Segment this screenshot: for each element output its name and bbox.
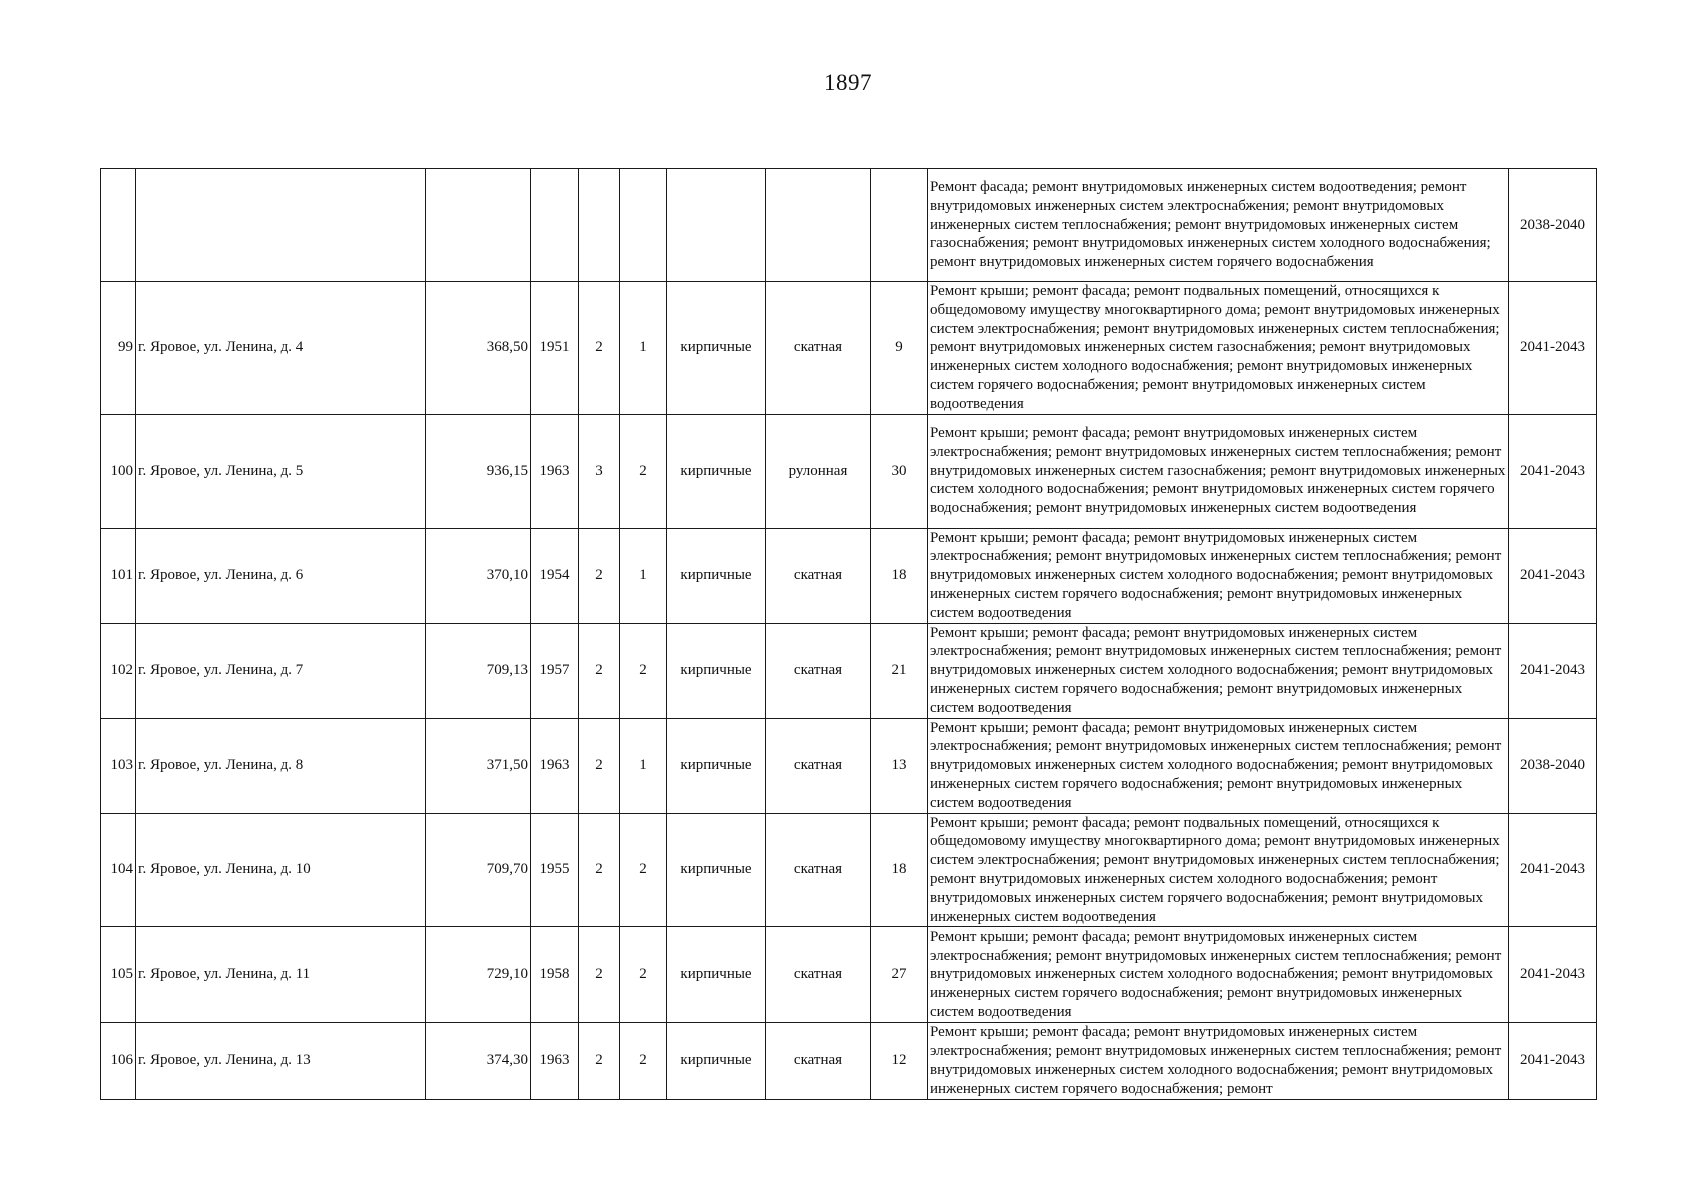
works-cell: Ремонт крыши; ремонт фасада; ремонт внутридомовых инженерных систем электроснабжения; ремонт внутридомовых инженерных систем теплоснабжения; ремонт внутридомовых инженерных систем газоснабжения; ремонт внутридомовых инженерных систем холодного водоснабжения; ремонт внутридомовых инженерных систем горячего водоснабжения; ремонт внутридомовых инженерных систем водоотведения: [928, 414, 1509, 528]
table-row: [101, 1023, 1597, 1099]
residents-cell: 21: [871, 623, 928, 718]
entrances-cell: 2: [620, 623, 667, 718]
address-cell: г. Яровое, ул. Ленина, д. 7: [136, 623, 426, 718]
area-cell: [426, 169, 531, 282]
roof-cell: скатная: [766, 813, 871, 927]
walls-cell: кирпичные: [667, 282, 766, 415]
row-number: [101, 169, 136, 282]
table-row: [101, 927, 1597, 1023]
area-cell: 371,50: [426, 718, 531, 813]
table-row: [101, 414, 1597, 528]
area-cell: 709,70: [426, 813, 531, 927]
address-cell: г. Яровое, ул. Ленина, д. 13: [136, 1023, 426, 1099]
entrances-cell: [620, 169, 667, 282]
period-cell: 2041-2043: [1509, 623, 1597, 718]
table-row: [101, 169, 1597, 282]
works-cell: Ремонт крыши; ремонт фасада; ремонт внутридомовых инженерных систем электроснабжения; ремонт внутридомовых инженерных систем теплоснабжения; ремонт внутридомовых инженерных систем холодного водоснабжения; ремонт внутридомовых инженерных систем горячего водоснабжения; ремонт внутридомовых инженерных систем водоотведения: [928, 718, 1509, 813]
area-cell: 709,13: [426, 623, 531, 718]
residents-cell: 30: [871, 414, 928, 528]
year-cell: [531, 169, 579, 282]
row-number: 100: [101, 414, 136, 528]
area-cell: 729,10: [426, 927, 531, 1023]
works-cell: Ремонт крыши; ремонт фасада; ремонт внутридомовых инженерных систем электроснабжения; ремонт внутридомовых инженерных систем теплоснабжения; ремонт внутридомовых инженерных систем холодного водоснабжения; ремонт внутридомовых инженерных систем горячего водоснабжения; ремонт внутридомовых инженерных систем водоотведения: [928, 528, 1509, 623]
year-cell: 1963: [531, 718, 579, 813]
walls-cell: кирпичные: [667, 813, 766, 927]
row-number: 106: [101, 1023, 136, 1099]
residents-cell: 9: [871, 282, 928, 415]
table-row: [101, 528, 1597, 623]
year-cell: 1955: [531, 813, 579, 927]
floors-cell: 3: [579, 414, 620, 528]
walls-cell: [667, 169, 766, 282]
residents-cell: 12: [871, 1023, 928, 1099]
works-cell: Ремонт фасада; ремонт внутридомовых инженерных систем водоотведения; ремонт внутридомовых инженерных систем электроснабжения; ремонт внутридомовых инженерных систем теплоснабжения; ремонт внутридомовых инженерных систем газоснабжения; ремонт внутридомовых инженерных систем холодного водоснабжения; ремонт внутридомовых инженерных систем горячего водоснабжения: [928, 169, 1509, 282]
period-cell: 2041-2043: [1509, 927, 1597, 1023]
works-cell: Ремонт крыши; ремонт фасада; ремонт подвальных помещений, относящихся к общедомовому имуществу многоквартирного дома; ремонт внутридомовых инженерных систем электроснабжения; ремонт внутридомовых инженерных систем теплоснабжения; ремонт внутридомовых инженерных систем газоснабжения; ремонт внутридомовых инженерных систем холодного водоснабжения; ремонт внутридомовых инженерных систем горячего водоснабжения; ремонт внутридомовых инженерных систем водоотведения: [928, 282, 1509, 415]
roof-cell: скатная: [766, 623, 871, 718]
table-row: [101, 718, 1597, 813]
residents-cell: [871, 169, 928, 282]
period-cell: 2038-2040: [1509, 169, 1597, 282]
walls-cell: кирпичные: [667, 718, 766, 813]
roof-cell: рулонная: [766, 414, 871, 528]
year-cell: 1963: [531, 414, 579, 528]
floors-cell: 2: [579, 1023, 620, 1099]
roof-cell: скатная: [766, 528, 871, 623]
walls-cell: кирпичные: [667, 1023, 766, 1099]
row-number: 105: [101, 927, 136, 1023]
area-cell: 936,15: [426, 414, 531, 528]
row-number: 104: [101, 813, 136, 927]
period-cell: 2041-2043: [1509, 813, 1597, 927]
roof-cell: скатная: [766, 282, 871, 415]
row-number: 101: [101, 528, 136, 623]
year-cell: 1957: [531, 623, 579, 718]
entrances-cell: 2: [620, 927, 667, 1023]
roof-cell: скатная: [766, 718, 871, 813]
walls-cell: кирпичные: [667, 623, 766, 718]
area-cell: 370,10: [426, 528, 531, 623]
table-row: [101, 282, 1597, 415]
period-cell: 2041-2043: [1509, 414, 1597, 528]
roof-cell: скатная: [766, 927, 871, 1023]
entrances-cell: 1: [620, 718, 667, 813]
residents-cell: 18: [871, 813, 928, 927]
entrances-cell: 1: [620, 282, 667, 415]
housing-repair-table: [100, 168, 1597, 1100]
area-cell: 374,30: [426, 1023, 531, 1099]
year-cell: 1958: [531, 927, 579, 1023]
floors-cell: 2: [579, 718, 620, 813]
period-cell: 2038-2040: [1509, 718, 1597, 813]
floors-cell: 2: [579, 813, 620, 927]
address-cell: [136, 169, 426, 282]
walls-cell: кирпичные: [667, 927, 766, 1023]
entrances-cell: 2: [620, 414, 667, 528]
walls-cell: кирпичные: [667, 414, 766, 528]
works-cell: Ремонт крыши; ремонт фасада; ремонт внутридомовых инженерных систем электроснабжения; ремонт внутридомовых инженерных систем теплоснабжения; ремонт внутридомовых инженерных систем холодного водоснабжения; ремонт внутридомовых инженерных систем горячего водоснабжения; ремонт внутридомовых инженерных систем водоотведения: [928, 927, 1509, 1023]
entrances-cell: 2: [620, 1023, 667, 1099]
address-cell: г. Яровое, ул. Ленина, д. 6: [136, 528, 426, 623]
address-cell: г. Яровое, ул. Ленина, д. 4: [136, 282, 426, 415]
row-number: 99: [101, 282, 136, 415]
period-cell: 2041-2043: [1509, 282, 1597, 415]
address-cell: г. Яровое, ул. Ленина, д. 11: [136, 927, 426, 1023]
floors-cell: 2: [579, 623, 620, 718]
roof-cell: [766, 169, 871, 282]
roof-cell: скатная: [766, 1023, 871, 1099]
floors-cell: 2: [579, 282, 620, 415]
address-cell: г. Яровое, ул. Ленина, д. 10: [136, 813, 426, 927]
residents-cell: 13: [871, 718, 928, 813]
row-number: 103: [101, 718, 136, 813]
address-cell: г. Яровое, ул. Ленина, д. 5: [136, 414, 426, 528]
year-cell: 1951: [531, 282, 579, 415]
floors-cell: 2: [579, 927, 620, 1023]
residents-cell: 18: [871, 528, 928, 623]
works-cell: Ремонт крыши; ремонт фасада; ремонт подвальных помещений, относящихся к общедомовому имуществу многоквартирного дома; ремонт внутридомовых инженерных систем электроснабжения; ремонт внутридомовых инженерных систем теплоснабжения; ремонт внутридомовых инженерных систем холодного водоснабжения; ремонт внутридомовых инженерных систем горячего водоснабжения; ремонт внутридомовых инженерных систем водоотведения: [928, 813, 1509, 927]
year-cell: 1954: [531, 528, 579, 623]
floors-cell: [579, 169, 620, 282]
residents-cell: 27: [871, 927, 928, 1023]
period-cell: 2041-2043: [1509, 528, 1597, 623]
floors-cell: 2: [579, 528, 620, 623]
works-cell: Ремонт крыши; ремонт фасада; ремонт внутридомовых инженерных систем электроснабжения; ремонт внутридомовых инженерных систем теплоснабжения; ремонт внутридомовых инженерных систем холодного водоснабжения; ремонт внутридомовых инженерных систем горячего водоснабжения; ремонт внутридомовых инженерных систем водоотведения: [928, 623, 1509, 718]
row-number: 102: [101, 623, 136, 718]
works-cell: Ремонт крыши; ремонт фасада; ремонт внутридомовых инженерных систем электроснабжения; ремонт внутридомовых инженерных систем теплоснабжения; ремонт внутридомовых инженерных систем холодного водоснабжения; ремонт внутридомовых инженерных систем горячего водоснабжения; ремонт: [928, 1023, 1509, 1099]
page-number: 1897: [824, 70, 872, 95]
address-cell: г. Яровое, ул. Ленина, д. 8: [136, 718, 426, 813]
area-cell: 368,50: [426, 282, 531, 415]
period-cell: 2041-2043: [1509, 1023, 1597, 1099]
entrances-cell: 1: [620, 528, 667, 623]
year-cell: 1963: [531, 1023, 579, 1099]
entrances-cell: 2: [620, 813, 667, 927]
table-row: [101, 813, 1597, 927]
walls-cell: кирпичные: [667, 528, 766, 623]
table-row: [101, 623, 1597, 718]
